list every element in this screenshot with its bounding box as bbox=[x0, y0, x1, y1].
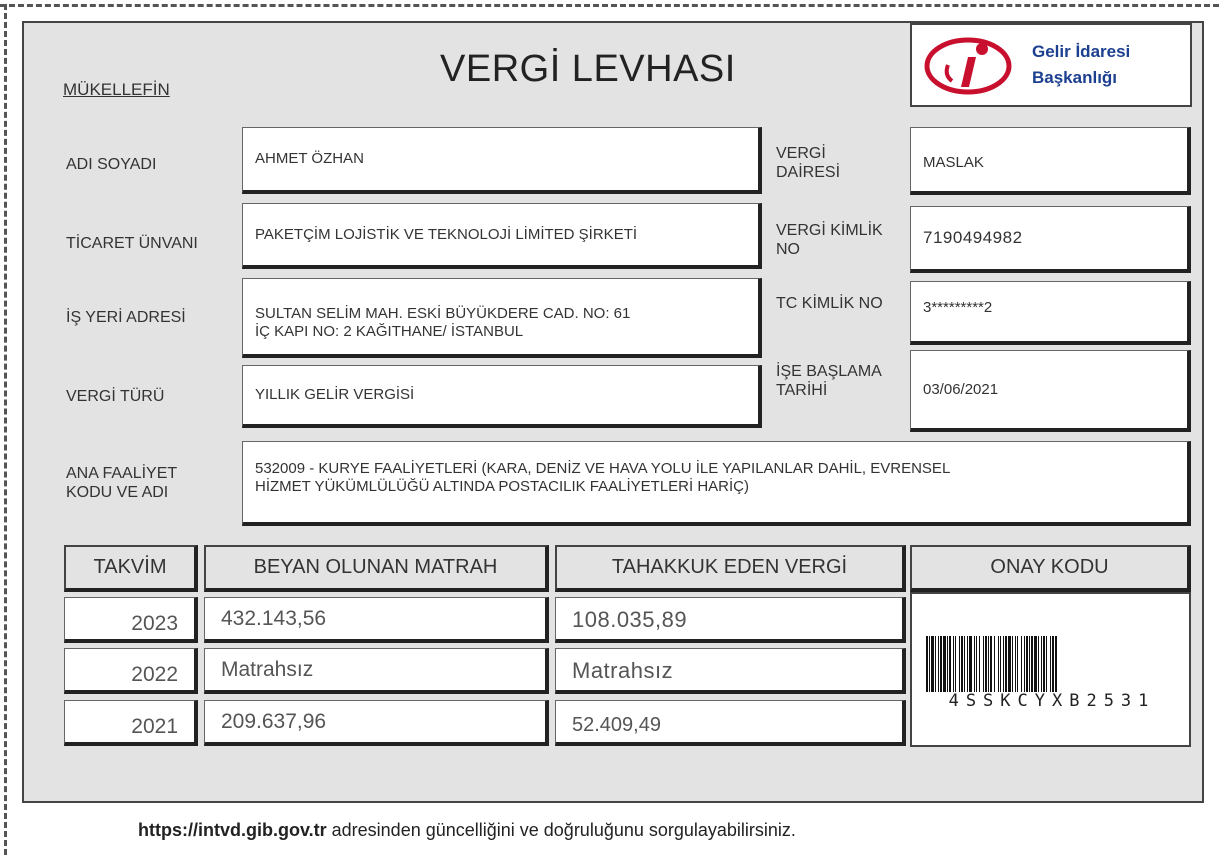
tax-type-field: YILLIK GELİR VERGİSİ bbox=[242, 365, 762, 428]
verification-url: https://intvd.gib.gov.tr bbox=[138, 820, 327, 840]
tax-id-label-line-2: NO bbox=[776, 241, 800, 258]
activity-line-2: HİZMET YÜKÜMLÜLÜĞÜ ALTINDA POSTACILIK FAALİYETLERİ HARİÇ) bbox=[255, 478, 750, 495]
gib-logo-icon bbox=[922, 35, 1022, 97]
table-row-year bbox=[64, 648, 198, 694]
logo-line-1: Gelir İdaresi bbox=[1032, 42, 1131, 61]
tax-value: 108.035,89 bbox=[572, 607, 688, 632]
tax-value: Matrahsız bbox=[572, 658, 674, 683]
tc-id-label: TC KİMLİK NO bbox=[776, 295, 883, 312]
tc-id-field: 3*********2 bbox=[910, 281, 1191, 345]
tax-id-label bbox=[776, 221, 883, 259]
gib-logo bbox=[910, 23, 1192, 107]
cut-line-left bbox=[4, 4, 7, 855]
table-row-tax bbox=[555, 648, 906, 694]
base-value: 209.637,96 bbox=[221, 710, 327, 733]
activity-label-line-1: ANA FAALİYET bbox=[66, 465, 178, 482]
table-row-base bbox=[204, 700, 549, 746]
header-tax: TAHAKKUK EDEN VERGİ bbox=[555, 545, 906, 592]
table-row-base bbox=[204, 597, 549, 643]
approval-code-text: 4SSKCYXB2531 bbox=[948, 691, 1156, 711]
trade-name-label: TİCARET ÜNVANI bbox=[66, 235, 198, 252]
table-row-tax bbox=[555, 597, 906, 643]
barcode-icon bbox=[926, 636, 1178, 692]
tax-type-label: VERGİ TÜRÜ bbox=[66, 388, 165, 405]
gib-logo-text bbox=[1032, 39, 1130, 91]
tax-id-field: 7190494982 bbox=[910, 206, 1191, 273]
tax-office-field: MASLAK bbox=[910, 127, 1191, 195]
address-line-1: SULTAN SELİM MAH. ESKİ BÜYÜKDERE CAD. NO: 61 bbox=[255, 305, 631, 322]
start-date-label-line-1: İŞE BAŞLAMA bbox=[776, 363, 882, 380]
section-label: MÜKELLEFİN bbox=[63, 80, 170, 99]
tax-value: 52.409,49 bbox=[572, 714, 661, 736]
verification-text: adresinden güncelliğini ve doğruluğunu sorgulayabilirsiniz. bbox=[326, 820, 796, 840]
start-date-field: 03/06/2021 bbox=[910, 350, 1191, 432]
address-label: İŞ YERİ ADRESİ bbox=[66, 309, 186, 326]
table-row-year bbox=[64, 597, 198, 643]
year-value: 2021 bbox=[131, 715, 178, 738]
address-field bbox=[242, 278, 762, 358]
cut-line-top bbox=[0, 4, 1219, 7]
activity-field bbox=[242, 441, 1191, 526]
address-line-2: İÇ KAPI NO: 2 KAĞITHANE/ İSTANBUL bbox=[255, 323, 524, 340]
header-year: TAKVİM bbox=[64, 545, 198, 592]
activity-label-line-2: KODU VE ADI bbox=[66, 484, 169, 501]
name-label: ADI SOYADI bbox=[66, 156, 157, 173]
document-title: VERGİ LEVHASI bbox=[440, 48, 736, 90]
tax-office-label-line-2: DAİRESİ bbox=[776, 164, 841, 181]
activity-line-1: 532009 - KURYE FAALİYETLERİ (KARA, DENİZ VE HAVA YOLU İLE YAPILANLAR DAHİL, EVRENSEL bbox=[255, 460, 951, 477]
header-code: ONAY KODU bbox=[910, 545, 1191, 592]
tax-id-label-line-1: VERGİ KİMLİK bbox=[776, 222, 883, 239]
table-row-base bbox=[204, 648, 549, 694]
logo-line-2: Başkanlığı bbox=[1032, 68, 1118, 87]
approval-code-box bbox=[910, 592, 1191, 747]
activity-label bbox=[66, 464, 177, 502]
tax-office-label-line-1: VERGİ bbox=[776, 145, 826, 162]
year-value: 2023 bbox=[131, 612, 178, 635]
start-date-label-line-2: TARİHİ bbox=[776, 382, 828, 399]
verification-footer bbox=[138, 820, 796, 841]
tax-office-label bbox=[776, 144, 840, 182]
table-row-tax bbox=[555, 700, 906, 746]
base-value: 432.143,56 bbox=[221, 607, 327, 630]
table-row-year bbox=[64, 700, 198, 746]
trade-name-field: PAKETÇİM LOJİSTİK VE TEKNOLOJİ LİMİTED ŞİRKETİ bbox=[242, 203, 762, 269]
header-base: BEYAN OLUNAN MATRAH bbox=[204, 545, 549, 592]
name-field: AHMET ÖZHAN bbox=[242, 127, 762, 194]
year-value: 2022 bbox=[131, 663, 178, 686]
base-value: Matrahsız bbox=[221, 658, 314, 681]
start-date-label bbox=[776, 362, 882, 400]
